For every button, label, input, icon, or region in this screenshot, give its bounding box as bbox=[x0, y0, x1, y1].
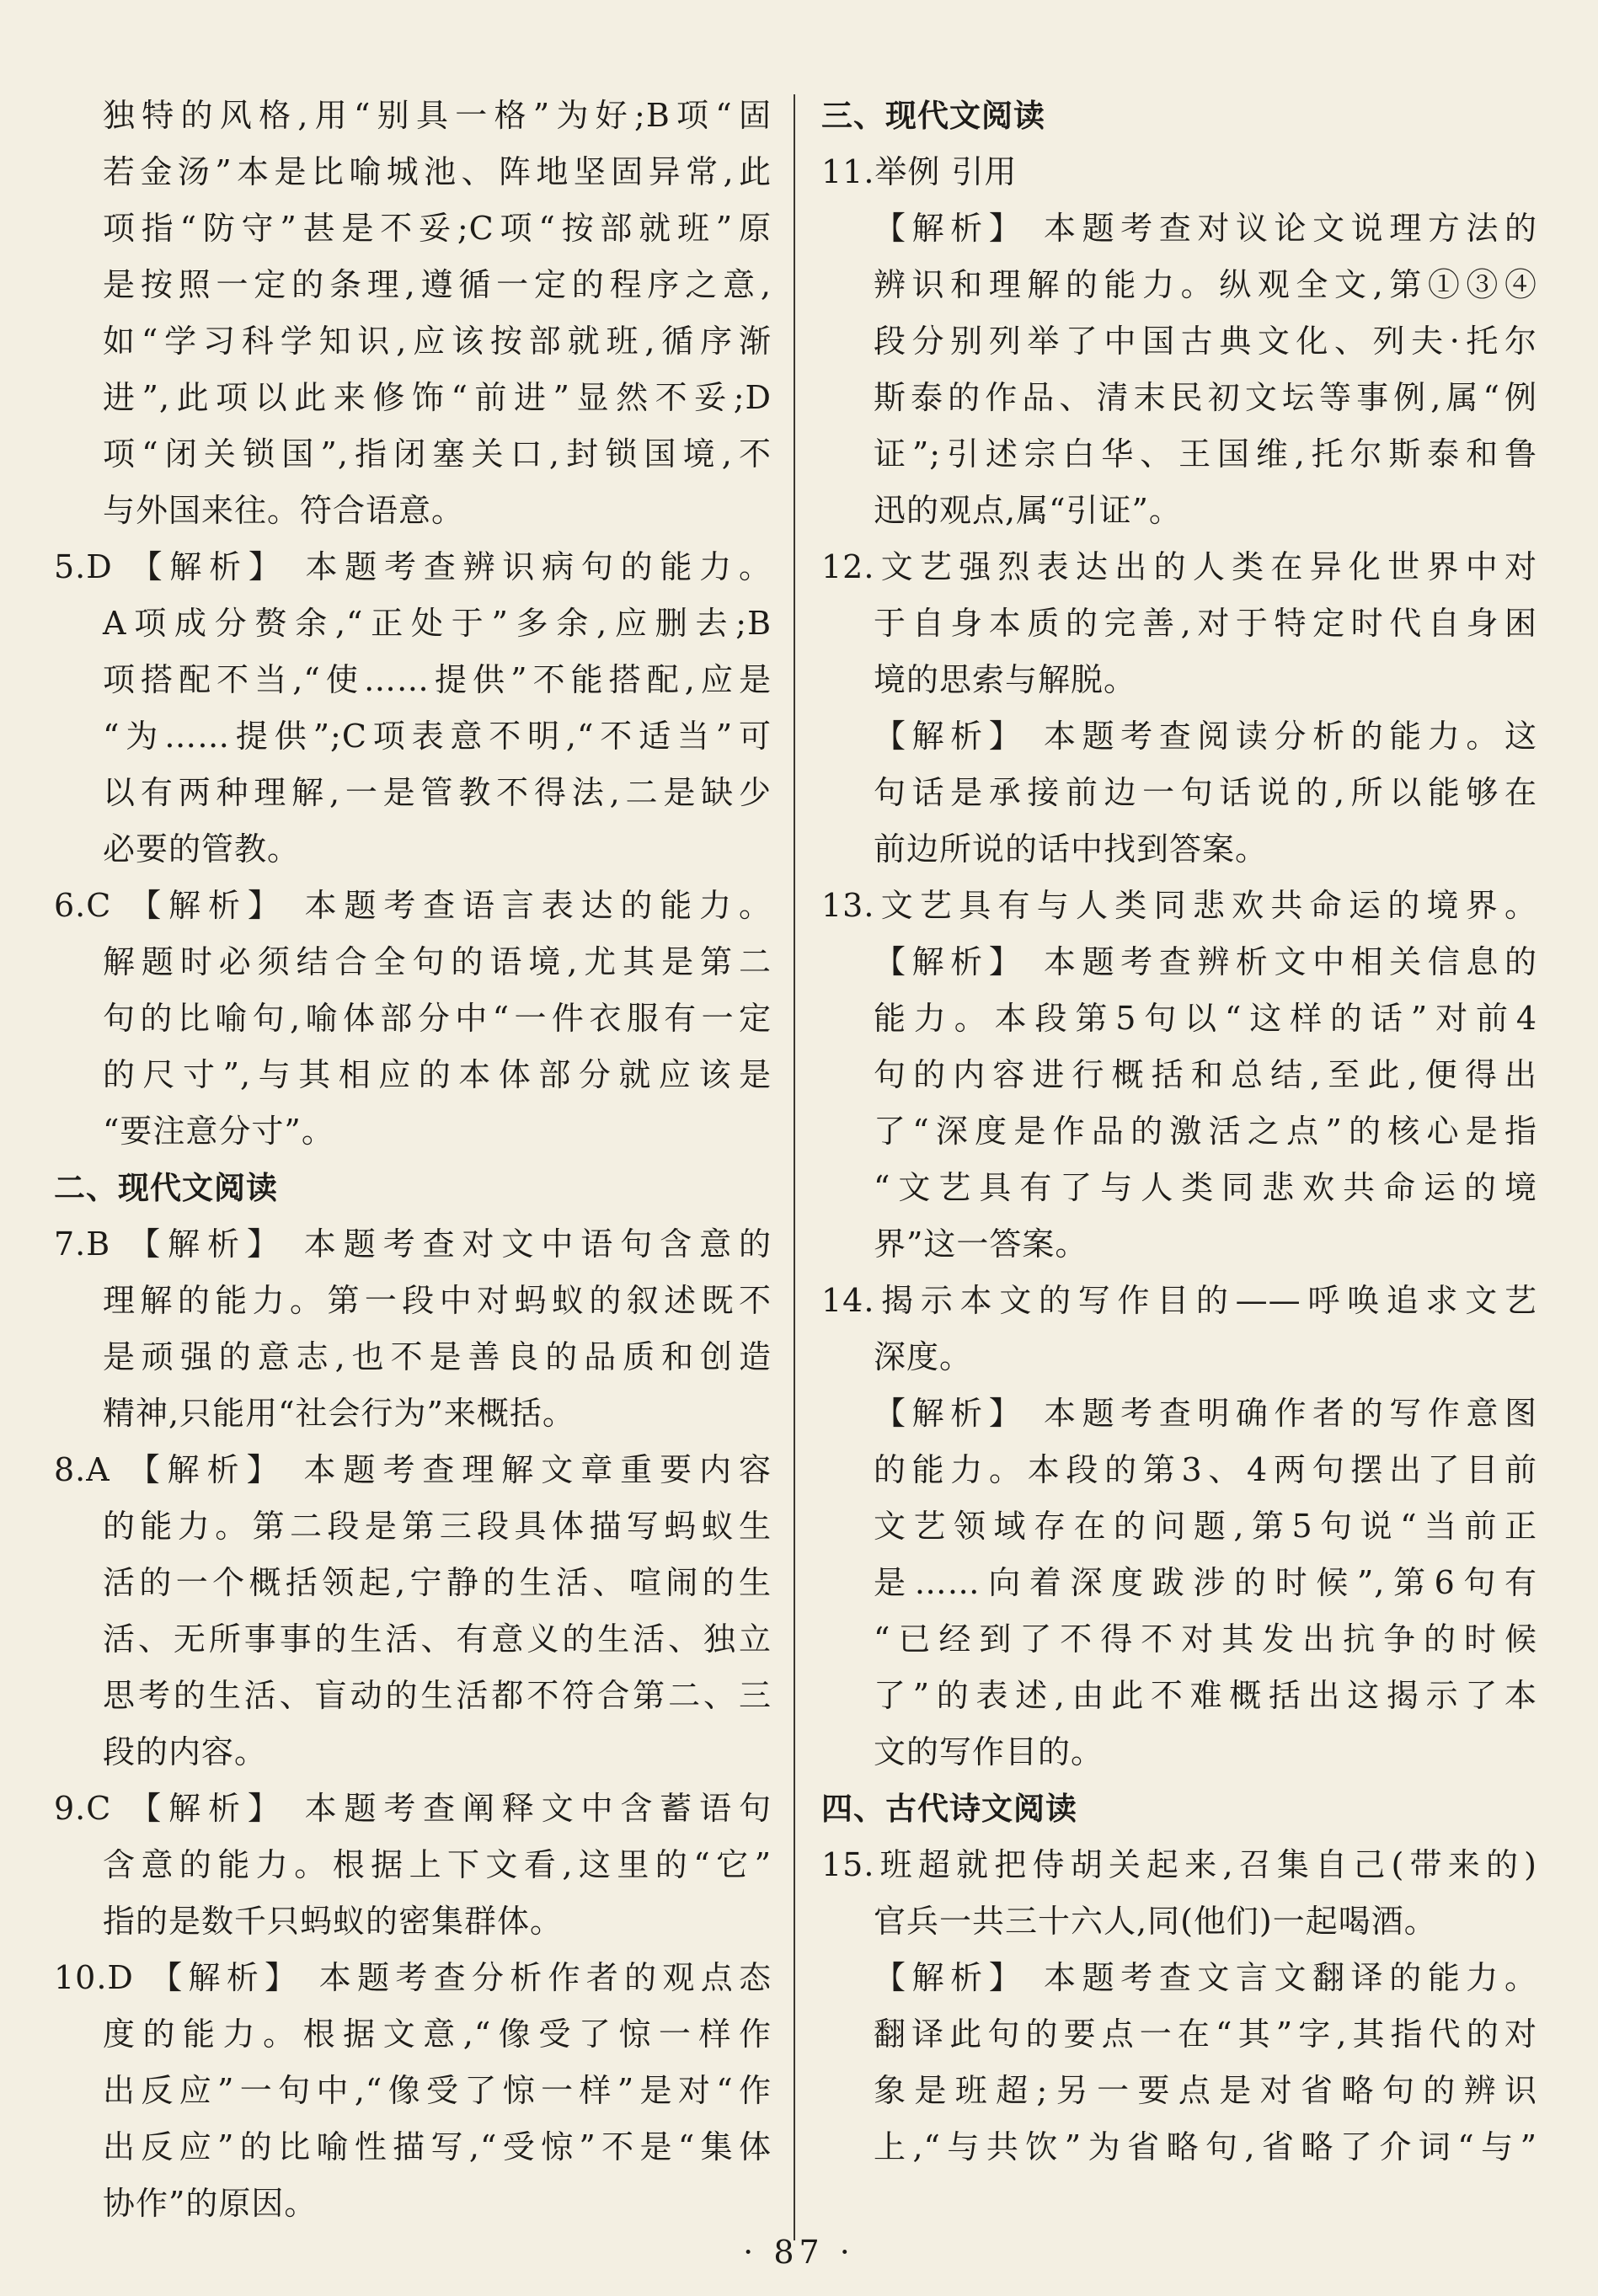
text-line: 是……向着深度跋涉的时候”,第6句有 bbox=[874, 1564, 1537, 1601]
text-line: “为……提供”;C项表意不明,“不适当”可 bbox=[103, 718, 772, 755]
column-divider bbox=[794, 94, 795, 2240]
text-line: 8.A 【解析】 本题考查理解文章重要内容 bbox=[54, 1451, 772, 1488]
text-line: 与外国来往。符合语意。 bbox=[103, 492, 465, 529]
text-line: 10.D 【解析】 本题考查分析作者的观点态 bbox=[54, 1959, 772, 1996]
text-line: 出反应”一句中,“像受了惊一样”是对“作 bbox=[103, 2072, 772, 2109]
text-line: 官兵一共三十六人,同(他们)一起喝酒。 bbox=[874, 1903, 1437, 1940]
text-line: 的能力。本段的第3、4两句摆出了目前 bbox=[874, 1451, 1537, 1488]
text-line: 指的是数千只蚂蚁的密集群体。 bbox=[103, 1903, 564, 1940]
text-line: 文的写作目的。 bbox=[874, 1733, 1104, 1770]
text-line: 协作”的原因。 bbox=[103, 2185, 318, 2222]
section-heading: 二、现代文阅读 bbox=[54, 1170, 278, 1206]
text-line: 7.B 【解析】 本题考查对文中语句含意的 bbox=[54, 1225, 772, 1263]
text-line: 象是班超;另一要点是对省略句的辨识 bbox=[874, 2072, 1537, 2109]
text-line: 以有两种理解,一是管教不得法,二是缺少 bbox=[103, 774, 772, 811]
text-line: 【解析】 本题考查文言文翻译的能力。 bbox=[874, 1959, 1537, 1996]
text-line: 项“闭关锁国”,指闭塞关口,封锁国境,不 bbox=[103, 435, 772, 473]
text-line: “要注意分寸”。 bbox=[103, 1113, 334, 1150]
text-line: 是顽强的意志,也不是善良的品质和创造 bbox=[103, 1338, 772, 1375]
text-line: 深度。 bbox=[874, 1338, 973, 1375]
text-line: 15.班超就把侍胡关起来,召集自己(带来的) bbox=[821, 1846, 1537, 1883]
text-line: 【解析】 本题考查阅读分析的能力。这 bbox=[874, 718, 1537, 755]
text-line: 的尺寸”,与其相应的本体部分就应该是 bbox=[103, 1056, 772, 1093]
text-line: 句话是承接前边一句话说的,所以能够在 bbox=[874, 774, 1537, 811]
right-column bbox=[821, 88, 1537, 2203]
section-heading: 三、现代文阅读 bbox=[821, 98, 1045, 134]
text-line: 精神,只能用“社会行为”来概括。 bbox=[103, 1395, 575, 1432]
text-line: “已经到了不得不对其发出抗争的时候 bbox=[874, 1621, 1537, 1658]
text-line: 理解的能力。第一段中对蚂蚁的叙述既不 bbox=[103, 1282, 772, 1319]
text-line: 辨识和理解的能力。纵观全文,第①③④ bbox=[874, 266, 1537, 303]
text-line: 斯泰的作品、清末民初文坛等事例,属“例 bbox=[874, 379, 1537, 416]
text-line: 12.文艺强烈表达出的人类在异化世界中对 bbox=[821, 548, 1537, 585]
text-line: 9.C 【解析】 本题考查阐释文中含蓄语句 bbox=[54, 1790, 772, 1827]
text-line: 【解析】 本题考查明确作者的写作意图 bbox=[874, 1395, 1537, 1432]
left-column bbox=[54, 88, 772, 2222]
text-line: 迅的观点,属“引证”。 bbox=[874, 492, 1182, 529]
text-line: 14.揭示本文的写作目的——呼唤追求文艺 bbox=[821, 1282, 1537, 1319]
text-line: 若金汤”本是比喻城池、阵地坚固异常,此 bbox=[103, 153, 772, 190]
text-line: 段分别列举了中国古典文化、列夫·托尔 bbox=[874, 323, 1537, 360]
page-number: · 87 · bbox=[743, 2234, 855, 2271]
text-line: 含意的能力。根据上下文看,这里的“它” bbox=[103, 1846, 772, 1883]
text-line: 句的内容进行概括和总结,至此,便得出 bbox=[874, 1056, 1537, 1093]
text-line: 了”的表述,由此不难概括出这揭示了本 bbox=[874, 1677, 1537, 1714]
text-line: 了“深度是作品的激活之点”的核心是指 bbox=[874, 1113, 1537, 1150]
text-line: 项搭配不当,“使……提供”不能搭配,应是 bbox=[103, 661, 772, 698]
text-line: 13.文艺具有与人类同悲欢共命运的境界。 bbox=[821, 887, 1537, 924]
text-line: 进”,此项以此来修饰“前进”显然不妥;D bbox=[103, 379, 772, 416]
text-line: 是按照一定的条理,遵循一定的程序之意, bbox=[103, 266, 772, 303]
text-line: 必要的管教。 bbox=[103, 830, 301, 868]
text-line: 活、无所事事的生活、有意义的生活、独立 bbox=[103, 1621, 772, 1658]
text-line: 句的比喻句,喻体部分中“一件衣服有一定 bbox=[103, 1000, 772, 1037]
section-heading: 四、古代诗文阅读 bbox=[821, 1791, 1077, 1827]
text-line: 【解析】 本题考查对议论文说理方法的 bbox=[874, 210, 1537, 247]
text-line: 【解析】 本题考查辨析文中相关信息的 bbox=[874, 943, 1537, 980]
text-line: 独特的风格,用“别具一格”为好;B项“固 bbox=[103, 97, 772, 134]
text-line: 翻译此句的要点一在“其”字,其指代的对 bbox=[874, 2016, 1537, 2053]
text-line: 11.举例 引用 bbox=[821, 153, 1018, 190]
text-line: 界”这一答案。 bbox=[874, 1225, 1088, 1263]
text-line: 如“学习科学知识,应该按部就班,循序渐 bbox=[103, 323, 772, 360]
text-line: 思考的生活、盲动的生活都不符合第二、三 bbox=[103, 1677, 772, 1714]
text-line: 活的一个概括领起,宁静的生活、喧闹的生 bbox=[103, 1564, 772, 1601]
text-line: 度的能力。根据文意,“像受了惊一样作 bbox=[103, 2016, 772, 2053]
text-line: 于自身本质的完善,对于特定时代自身困 bbox=[874, 605, 1537, 642]
text-line: 出反应”的比喻性描写,“受惊”不是“集体 bbox=[103, 2128, 772, 2165]
text-line: 段的内容。 bbox=[103, 1733, 268, 1770]
text-line: 项指“防守”甚是不妥;C项“按部就班”原 bbox=[103, 210, 772, 247]
text-line: 5.D 【解析】 本题考查辨识病句的能力。 bbox=[54, 548, 772, 585]
text-line: 文艺领域存在的问题,第5句说“当前正 bbox=[874, 1508, 1537, 1545]
text-line: A项成分赘余,“正处于”多余,应删去;B bbox=[103, 605, 772, 642]
text-line: 解题时必须结合全句的语境,尤其是第二 bbox=[103, 943, 772, 980]
text-line: 证”;引述宗白华、王国维,托尔斯泰和鲁 bbox=[874, 435, 1537, 473]
text-line: 上,“与共饮”为省略句,省略了介词“与” bbox=[874, 2128, 1537, 2165]
text-line: “文艺具有了与人类同悲欢共命运的境 bbox=[874, 1169, 1537, 1206]
text-line: 前边所说的话中找到答案。 bbox=[874, 830, 1269, 868]
text-line: 境的思索与解脱。 bbox=[874, 661, 1137, 698]
text-line: 的能力。第二段是第三段具体描写蚂蚁生 bbox=[103, 1508, 772, 1545]
text-line: 能力。本段第5句以“这样的话”对前4 bbox=[874, 1000, 1537, 1037]
text-line: 6.C 【解析】 本题考查语言表达的能力。 bbox=[54, 887, 772, 924]
